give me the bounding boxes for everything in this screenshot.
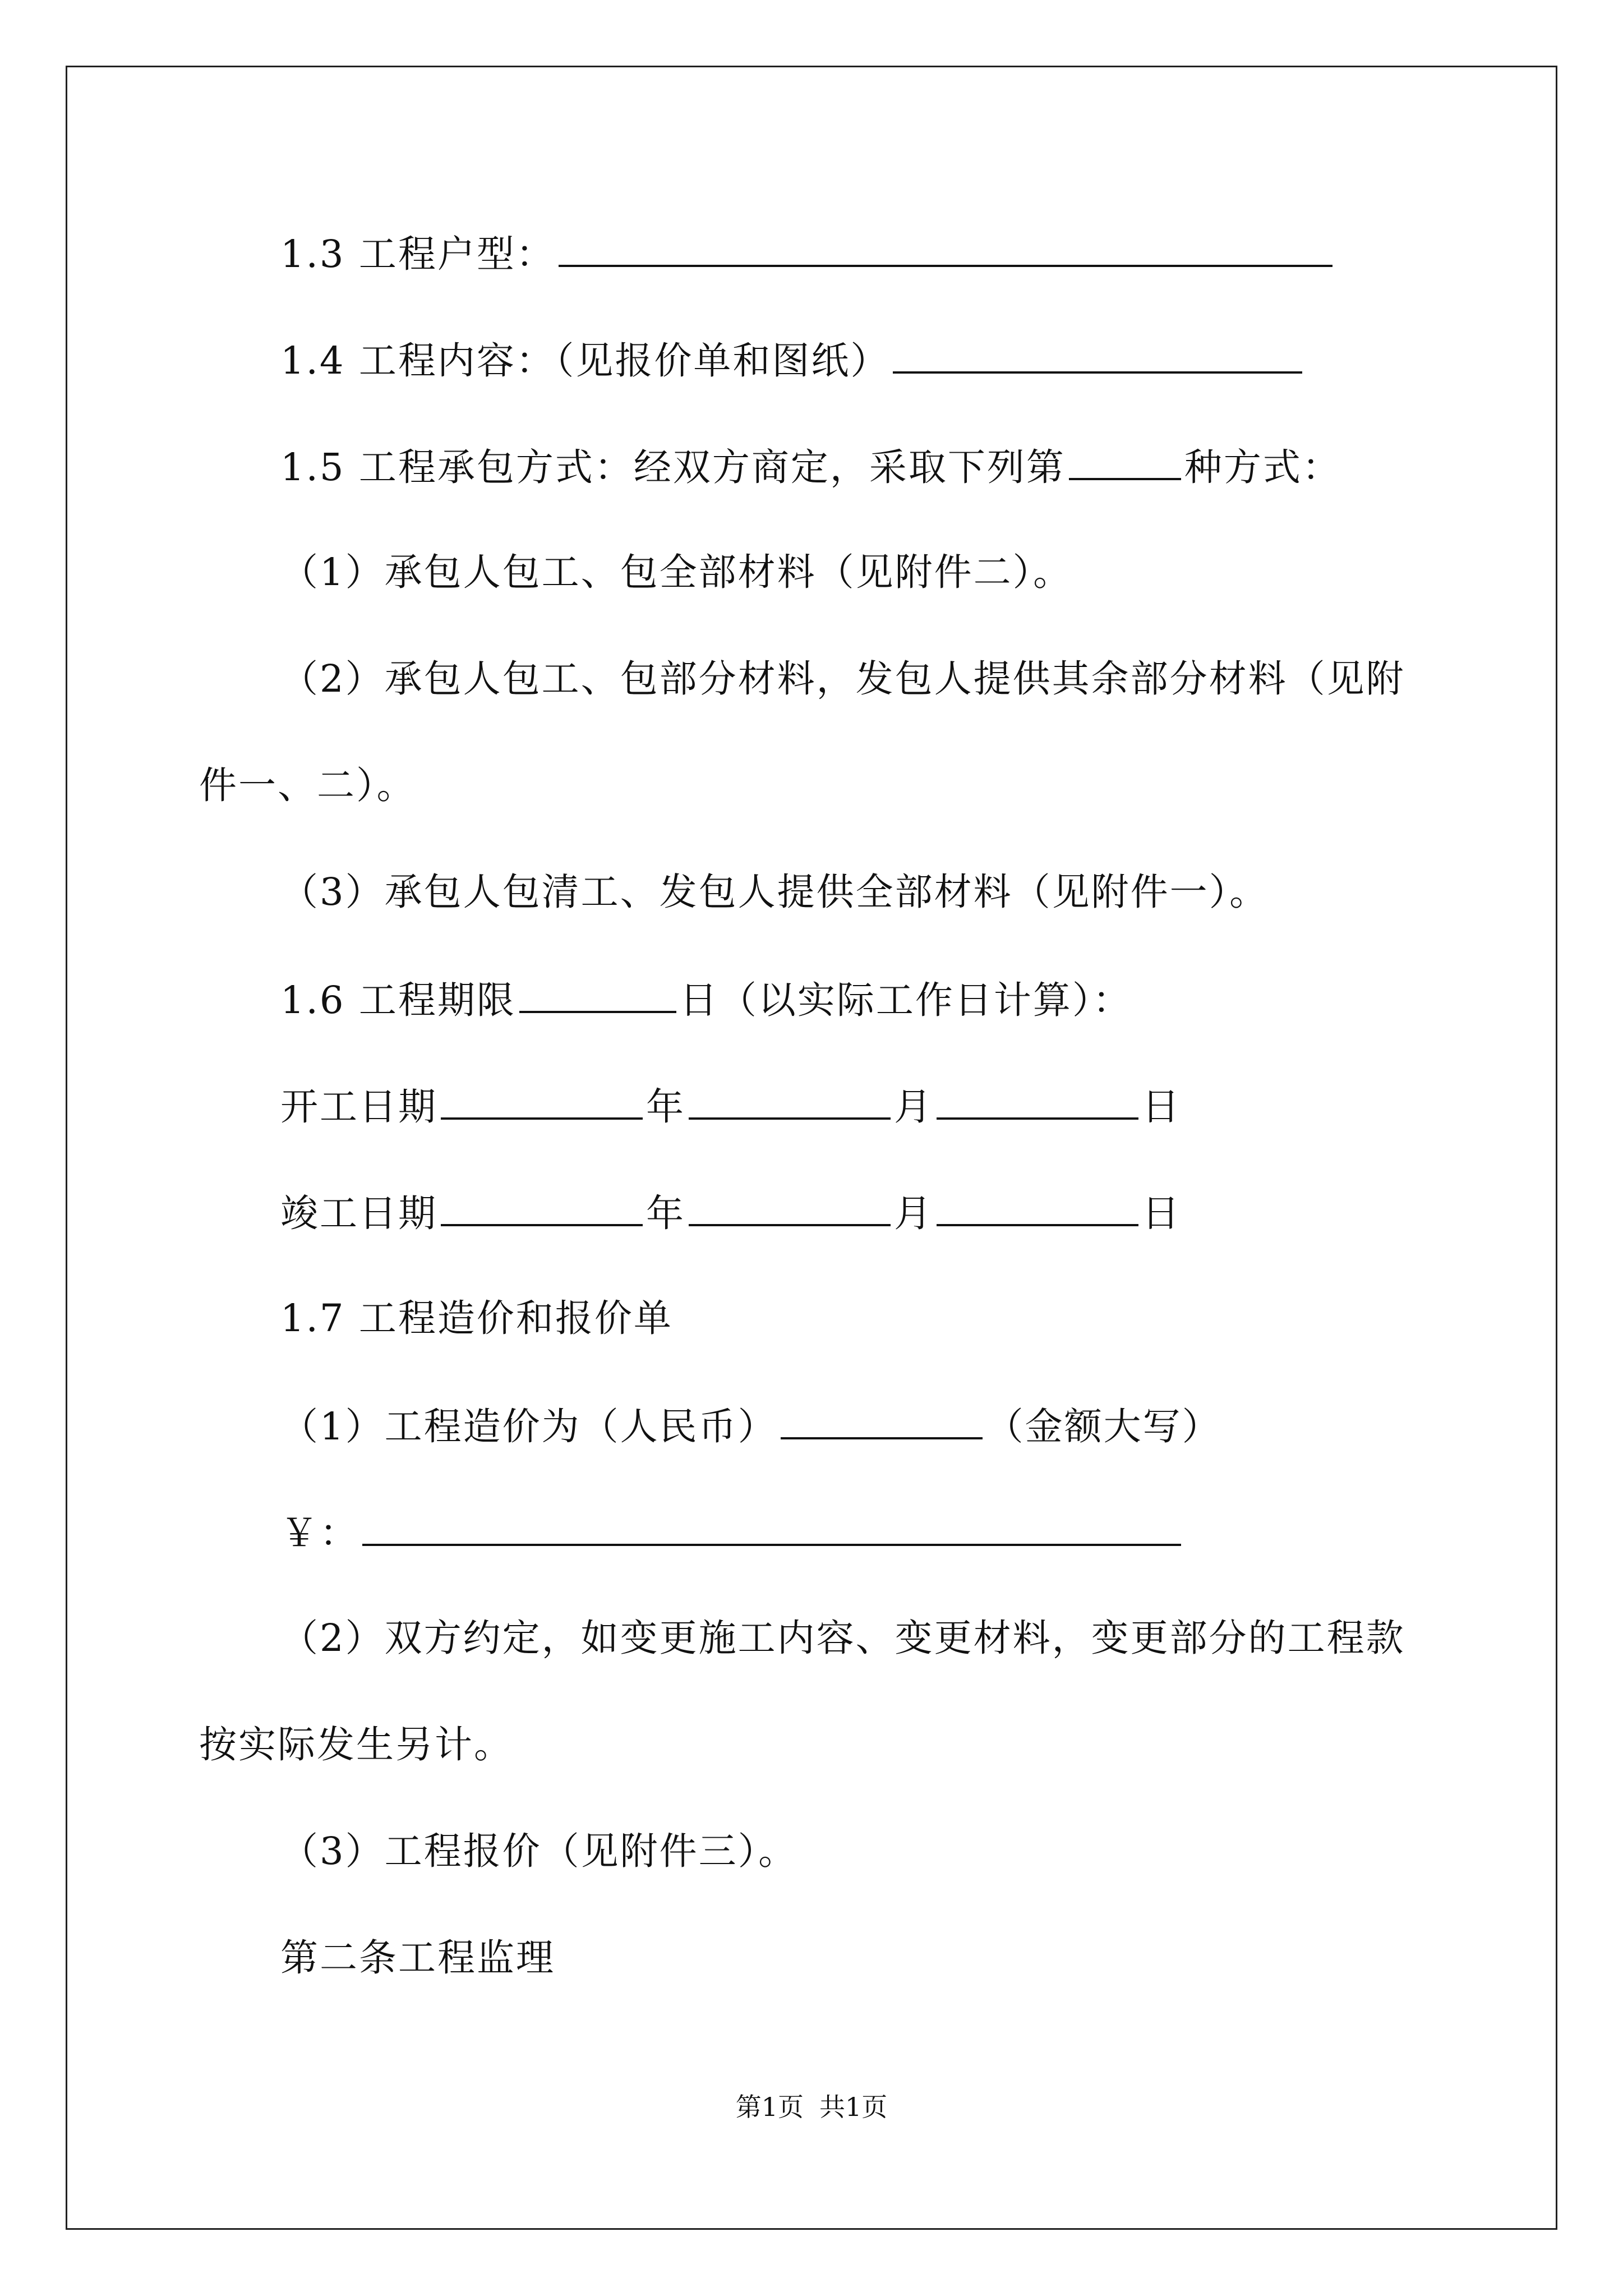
- end-month-label: 月: [894, 1191, 933, 1235]
- clause-1-6-suffix: 日（以实际工作日计算）：: [679, 978, 1132, 1022]
- start-day-label: 日: [1142, 1085, 1181, 1129]
- price-uppercase-blank: [781, 1402, 983, 1439]
- clause-1-3: [280, 230, 1336, 277]
- clause-1-5-suffix: 种方式：: [1184, 445, 1341, 489]
- clause-1-6-label: 1.6 工程期限: [280, 978, 516, 1022]
- page-footer: [0, 2091, 1623, 2123]
- clause-1-4: [280, 337, 1306, 383]
- end-day-label: 日: [1142, 1191, 1181, 1235]
- method-number-blank: [1069, 443, 1181, 480]
- clause-1-4-label: 1.4 工程内容：（见报价单和图纸）: [280, 339, 890, 383]
- price-3: （3）工程报价（见附件三）。: [280, 1829, 798, 1873]
- price-2-line1: （2）双方约定，如变更施工内容、变更材料，变更部分的工程款: [280, 1616, 1405, 1660]
- duration-blank: [519, 976, 676, 1013]
- page-total: 共1页: [819, 2092, 888, 2122]
- price-1: [280, 1402, 1221, 1449]
- start-date-label: 开工日期: [280, 1085, 437, 1129]
- end-year-label: 年: [646, 1191, 685, 1235]
- option-3: （3）承包人包清工、发包人提供全部材料（见附件一）。: [280, 870, 1269, 914]
- house-type-blank: [559, 230, 1332, 267]
- end-day-blank: [937, 1189, 1138, 1226]
- clause-1-5: [280, 443, 1341, 490]
- start-month-label: 月: [894, 1085, 933, 1129]
- start-year-blank: [441, 1083, 643, 1120]
- content-blank: [893, 337, 1302, 374]
- end-date-row: [280, 1189, 1181, 1236]
- end-date-label: 竣工日期: [280, 1191, 437, 1235]
- price-1-label: （1）工程造价为（人民币）: [280, 1405, 777, 1448]
- article-2-heading: 第二条工程监理: [280, 1936, 555, 1980]
- price-yen-row: [280, 1509, 1184, 1556]
- start-date-row: [280, 1083, 1181, 1129]
- yen-label: ￥：: [280, 1511, 359, 1555]
- clause-1-3-label: 1.3 工程户型：: [280, 232, 555, 276]
- end-month-blank: [689, 1189, 891, 1226]
- clause-1-5-label: 1.5 工程承包方式：经双方商定，采取下列第: [280, 445, 1066, 489]
- page-border: [66, 66, 1557, 2230]
- end-year-blank: [441, 1189, 643, 1226]
- page-current: 第1页: [735, 2092, 804, 2122]
- option-1: （1）承包人包工、包全部材料（见附件二）。: [280, 550, 1073, 594]
- clause-1-7: 1.7 工程造价和报价单: [280, 1296, 673, 1340]
- start-month-blank: [689, 1083, 891, 1120]
- start-day-blank: [937, 1083, 1138, 1120]
- start-year-label: 年: [646, 1085, 685, 1129]
- price-2-line2: 按实际发生另计。: [199, 1723, 513, 1766]
- option-2-line1: （2）承包人包工、包部分材料，发包人提供其余部分材料（见附: [280, 657, 1405, 701]
- price-1-suffix: （金额大写）: [985, 1405, 1221, 1448]
- option-2-line2: 件一、二）。: [199, 763, 416, 807]
- clause-1-6: [280, 976, 1132, 1023]
- price-number-blank: [362, 1509, 1181, 1546]
